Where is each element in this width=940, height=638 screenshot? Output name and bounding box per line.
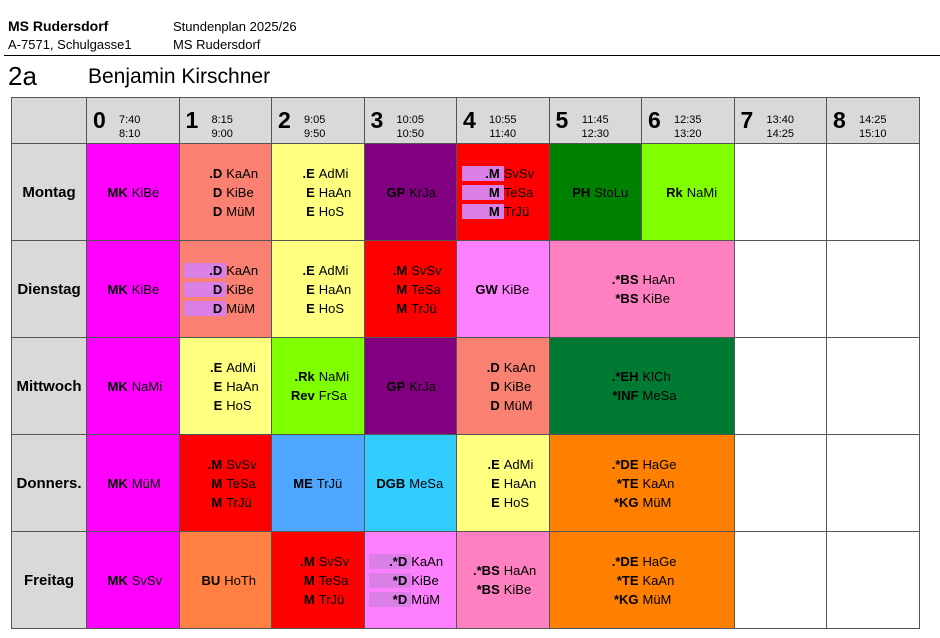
teacher-code: NaMi [131,378,163,394]
period-header [365,98,458,144]
teacher-code: TrJü [226,494,252,510]
empty-cell [827,338,920,435]
lesson-cell[interactable] [550,532,735,629]
period-end: 9:50 [304,128,326,140]
period-time [859,113,887,141]
subject-code: Rk [666,184,683,200]
lesson-cell[interactable] [365,435,458,532]
subject-code: *BS [615,291,639,306]
subject-code: E [306,281,315,297]
lesson-line [184,202,266,221]
subject-code: *D [369,573,411,588]
teacher-code: KiBe [501,281,530,297]
class-name: 2a [8,61,37,91]
lesson-cell[interactable] [272,338,365,435]
teacher-code: AdMi [226,359,256,375]
period-time [119,113,140,141]
teacher-code: TrJü [318,591,345,607]
teacher-code: MüM [131,475,161,491]
lesson-line [94,183,172,202]
lesson-line [601,493,683,512]
period-header [457,98,550,144]
period-number: 3 [370,107,384,133]
lesson-line [94,474,172,493]
lesson-line [184,474,266,493]
period-end: 12:30 [581,128,610,140]
teacher-code: StoLu [594,184,629,200]
subject-code: E [306,300,315,316]
lesson-line [184,358,266,377]
school-address: A-7571, Schulgasse1 [8,37,132,52]
teacher-code: HaAn [226,378,259,394]
teacher-code: HoS [318,203,345,219]
teacher-code: KaAn [642,475,675,491]
lesson-cell[interactable] [87,532,180,629]
teacher-code: KiBe [411,572,439,588]
lesson-line [184,455,266,474]
plan-title: Stundenplan 2025/26 [173,19,297,34]
teacher-code: KaAn [411,553,444,569]
lesson-line [369,299,451,318]
subject-code: M [211,494,223,510]
period-number: 4 [463,107,476,133]
teacher-code: MüM [411,591,441,607]
lesson-cell[interactable] [180,435,273,532]
subject-code: E [491,475,500,491]
subject-code: MK [107,475,128,491]
period-end: 9:00 [211,128,233,140]
subject-code: D [212,203,223,219]
subject-code: .*BS [473,563,500,578]
header-divider [4,55,940,56]
empty-cell [735,241,828,338]
teacher-code: HaAn [318,184,352,200]
teacher-code: MüM [642,494,672,510]
day-label: Freitag [12,532,87,629]
subject-code: Rev [290,388,315,403]
lesson-line [369,571,451,590]
plan-school: MS Rudersdorf [173,37,261,52]
teacher-code: SvSv [503,165,535,181]
subject-code: E [491,494,500,510]
lesson-cell[interactable] [550,338,735,435]
corner-cell [12,98,87,144]
lesson-line [184,261,266,280]
period-number: 0 [93,107,106,133]
period-time [304,113,325,141]
subject-code: .*BS [611,272,639,287]
lesson-cell[interactable] [87,241,180,338]
teacher-code: HoTh [224,572,257,588]
teacher-code: KaAn [226,165,259,181]
lesson-line [277,590,359,609]
teacher-code: KiBe [503,378,532,394]
lesson-line [186,571,264,590]
lesson-line [601,552,683,571]
empty-cell [827,144,920,241]
subject-code: ME [293,475,313,491]
teacher-code: HaGe [642,456,677,472]
lesson-cell[interactable] [457,144,550,241]
day-label: Dienstag [12,241,87,338]
period-header [735,98,828,144]
teacher-code: HoS [503,494,530,510]
school-name: MS Rudersdorf [8,18,109,34]
lesson-cell[interactable] [180,241,273,338]
period-start: 10:05 [396,114,425,126]
subject-code: .E [302,262,315,278]
teacher-code: HoS [318,300,345,316]
period-end: 13:20 [674,128,702,140]
teacher-code: AdMi [318,262,349,278]
lesson-line [462,164,544,183]
teacher-code: MüM [642,591,672,607]
lesson-cell[interactable] [457,435,550,532]
teacher-code: MüM [226,203,256,219]
subject-code: MK [107,184,128,200]
teacher-code: KiBe [642,291,670,306]
lesson-cell[interactable] [457,532,550,629]
lesson-line [601,455,683,474]
teacher-code: SvSv [318,553,350,569]
period-number: 6 [648,107,661,133]
day-label: Montag [12,144,87,241]
lesson-line [371,377,449,396]
subject-code: .D [486,359,500,375]
subject-code: D [184,301,226,316]
empty-cell [827,435,920,532]
teacher-code: TeSa [503,184,534,200]
lesson-cell[interactable] [180,338,273,435]
subject-code: *KG [613,494,639,510]
subject-code: DGB [376,475,406,491]
empty-cell [735,532,828,629]
lesson-cell[interactable] [87,144,180,241]
lesson-line [277,571,359,590]
period-header [87,98,180,144]
period-end: 15:10 [859,128,887,140]
lesson-line [184,493,266,512]
period-start: 12:35 [674,114,702,126]
subject-code: *D [369,592,411,607]
teacher-code: HaAn [318,281,352,297]
period-number: 2 [278,107,291,133]
period-end: 10:50 [396,128,425,140]
lesson-line [184,164,266,183]
subject-code: .Rk [294,369,315,384]
lesson-line [277,183,359,202]
subject-code: MK [107,572,128,588]
subject-code: PH [572,184,591,200]
period-header [272,98,365,144]
lesson-line [462,183,544,202]
teacher-code: TrJü [503,203,530,219]
lesson-line [371,474,449,493]
lesson-line [94,377,172,396]
subject-code: E [306,184,315,200]
teacher-code: AdMi [503,456,534,472]
period-header [827,98,920,144]
lesson-line [369,552,451,571]
subject-code: .E [209,359,223,375]
period-number: 8 [833,107,846,133]
lesson-line [464,280,542,299]
lesson-cell[interactable] [550,435,735,532]
lesson-line [184,183,266,202]
period-number: 1 [185,107,199,133]
period-header [180,98,273,144]
teacher-code: KrJa [409,184,436,200]
lesson-line [277,164,359,183]
teacher-code: NaMi [318,369,350,384]
teacher-code: KrJa [409,378,436,394]
subject-code: .M [207,456,223,472]
lesson-cell[interactable] [87,435,180,532]
lesson-line [462,561,544,580]
period-time [582,113,610,141]
subject-code: *KG [613,591,639,607]
lesson-line [462,580,544,599]
teacher-code: HaGe [642,553,677,569]
subject-code: .D [184,263,226,278]
lesson-line [649,183,727,202]
lesson-line [94,571,172,590]
day-label: Donners. [12,435,87,532]
period-end: 8:10 [119,128,141,140]
subject-code: .D [209,165,223,181]
lesson-line [94,280,172,299]
period-number: 7 [740,107,754,133]
lesson-line [601,270,683,289]
lesson-cell[interactable] [180,144,273,241]
teacher-code: TeSa [318,572,349,588]
subject-code: *BS [476,582,500,597]
period-header [550,98,643,144]
day-label: Mittwoch [12,338,87,435]
lesson-line [601,474,683,493]
lesson-cell[interactable] [365,532,458,629]
lesson-line [277,552,359,571]
lesson-line [369,261,451,280]
lesson-line [369,590,451,609]
subject-code: D [212,184,223,200]
lesson-line [369,280,451,299]
lesson-line [556,183,634,202]
lesson-cell[interactable] [642,144,735,241]
subject-code: E [306,203,315,219]
teacher-code: SvSv [131,572,163,588]
teacher-code: TrJü [316,475,343,491]
subject-code: D [490,378,500,394]
teacher-name: Benjamin Kirschner [88,65,271,88]
lesson-line [277,299,359,318]
period-end: 14:25 [766,128,795,140]
lesson-cell[interactable] [180,532,273,629]
lesson-line [279,474,357,493]
teacher-code: KaAn [226,262,259,278]
subject-code: *TE [616,572,639,588]
lesson-cell[interactable] [272,144,365,241]
teacher-code: MeSa [409,475,444,491]
period-time [212,113,233,141]
subject-code: .*D [369,554,411,569]
subject-code: E [213,397,223,413]
subject-code: .*DE [611,553,639,569]
teacher-code: AdMi [318,165,349,181]
subject-code: M [462,204,504,219]
teacher-code: MeSa [642,388,677,403]
subject-code: *TE [616,475,639,491]
period-number: 5 [555,107,569,133]
teacher-code: KiBe [226,281,254,297]
lesson-line [371,183,449,202]
period-start: 8:15 [211,114,233,126]
teacher-code: TeSa [411,281,441,297]
lesson-cell[interactable] [550,144,643,241]
teacher-code: SvSv [226,456,257,472]
lesson-cell[interactable] [272,435,365,532]
subject-code: M [396,281,408,297]
teacher-code: HaAn [503,563,537,578]
teacher-code: SvSv [411,262,442,278]
lesson-line [601,571,683,590]
lesson-cell[interactable] [272,532,365,629]
teacher-code: KlCh [642,369,671,384]
lesson-line [277,280,359,299]
empty-cell [735,144,828,241]
lesson-line [462,358,544,377]
lesson-line [601,590,683,609]
subject-code: M [303,572,315,588]
teacher-code: NaMi [686,184,718,200]
lesson-cell[interactable] [457,241,550,338]
empty-cell [735,435,828,532]
subject-code: .*DE [611,456,639,472]
subject-code: MK [107,378,128,394]
period-start: 11:45 [581,114,609,126]
lesson-line [184,280,266,299]
subject-code: .*EH [611,369,639,384]
teacher-code: KiBe [503,582,532,597]
period-time [767,113,795,141]
subject-code: D [490,397,500,413]
lesson-line [277,261,359,280]
subject-code: BU [201,572,221,588]
subject-code: M [462,185,504,200]
lesson-line [184,377,266,396]
teacher-code: HaAn [503,475,537,491]
lesson-line [462,202,544,221]
lesson-line [184,396,266,415]
lesson-cell[interactable] [550,241,735,338]
teacher-code: HaAn [642,272,676,287]
empty-cell [827,532,920,629]
subject-code: GW [475,281,498,297]
timetable-grid [11,97,920,629]
empty-cell [827,241,920,338]
lesson-line [184,299,266,318]
lesson-cell[interactable] [365,338,458,435]
subject-code: .M [300,553,315,569]
teacher-code: HoS [226,397,252,413]
period-time [489,113,517,141]
period-start: 14:25 [859,114,887,126]
period-end: 11:40 [489,128,517,140]
subject-code: M [211,475,223,491]
subject-code: D [184,282,226,297]
lesson-line [462,493,544,512]
teacher-code: TeSa [226,475,256,491]
lesson-line [462,474,544,493]
lesson-cell[interactable] [87,338,180,435]
teacher-code: TrJü [411,300,437,316]
subject-code: MK [107,281,128,297]
empty-cell [735,338,828,435]
teacher-code: MüM [226,300,256,316]
period-start: 13:40 [766,114,795,126]
lesson-line [277,367,359,386]
teacher-code: MüM [503,397,533,413]
teacher-code: KiBe [226,184,254,200]
subject-code: .E [487,456,500,472]
lesson-line [462,396,544,415]
lesson-line [462,455,544,474]
lesson-line [277,386,359,405]
lesson-line [601,367,683,386]
subject-code: M [303,591,315,607]
lesson-cell[interactable] [457,338,550,435]
period-time [674,113,702,141]
teacher-code: KaAn [503,359,536,375]
subject-code: M [396,300,408,316]
period-start: 7:40 [119,114,141,126]
period-start: 9:05 [304,114,326,126]
lesson-cell[interactable] [272,241,365,338]
lesson-line [462,377,544,396]
lesson-cell[interactable] [365,144,458,241]
teacher-code: KiBe [131,281,160,297]
teacher-code: KiBe [131,184,160,200]
lesson-cell[interactable] [365,241,458,338]
lesson-line [601,386,683,405]
lesson-line [277,202,359,221]
period-time [397,113,425,141]
teacher-code: FrSa [318,388,347,403]
subject-code: E [213,378,223,394]
subject-code: .M [392,262,408,278]
lesson-line [601,289,683,308]
period-start: 10:55 [489,114,517,126]
subject-code: GP [386,378,406,394]
subject-code: GP [386,184,406,200]
subject-code: .E [302,165,315,181]
subject-code: .M [462,166,504,181]
teacher-code: KaAn [642,572,675,588]
subject-code: *INF [612,388,639,403]
period-header [642,98,735,144]
